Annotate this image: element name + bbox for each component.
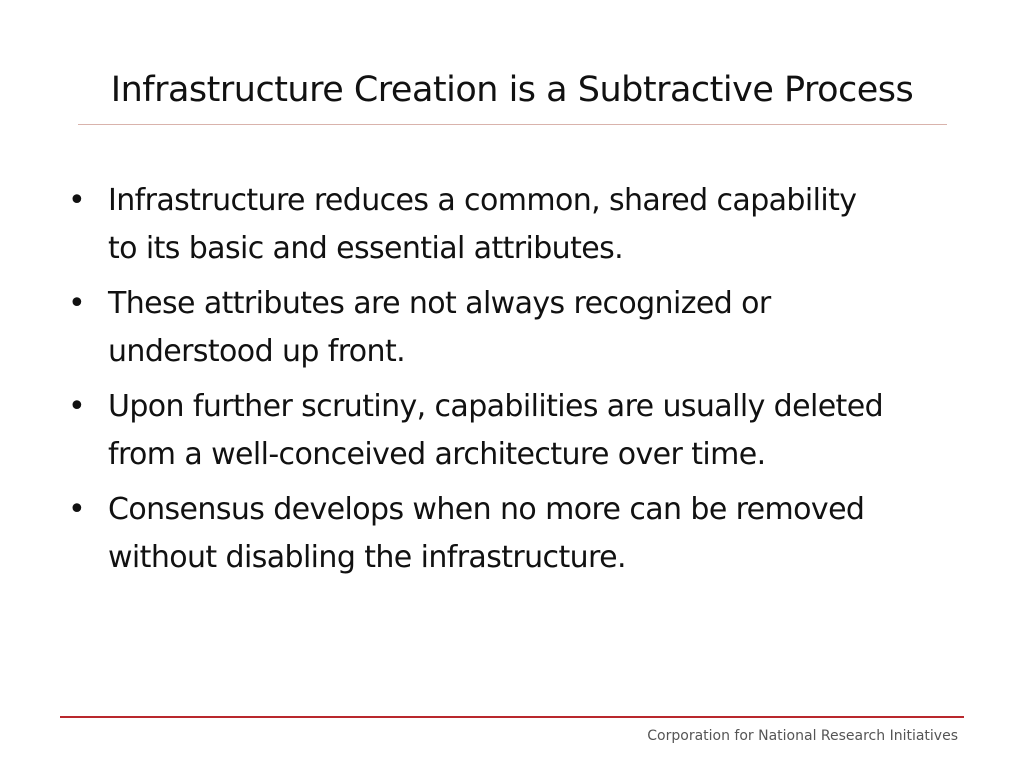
bullet-item [64,383,984,479]
bullet-icon: • [68,183,86,218]
bullet-icon: • [68,286,86,321]
slide-title: Infrastructure Creation is a Subtractive Process [110,70,914,110]
bullet-item [64,177,984,273]
bullet-text-line: without disabling the infrastructure. [108,540,626,575]
footer-divider [60,716,964,718]
bullet-text-line: Upon further scrutiny, capabilities are usually deleted [108,389,884,424]
bullet-list [64,177,984,589]
bullet-text-line: from a well-conceived architecture over time. [108,437,766,472]
bullet-text-line: to its basic and essential attributes. [108,231,624,266]
footer-organization: Corporation for National Research Initiatives [647,728,958,744]
title-divider [78,124,947,125]
bullet-text-line: understood up front. [108,334,406,369]
bullet-icon: • [68,389,86,424]
bullet-item [64,280,984,376]
bullet-text-line: Consensus develops when no more can be removed [108,492,865,527]
bullet-text-line: These attributes are not always recognized or [108,286,771,321]
bullet-item [64,486,984,582]
bullet-text-line: Infrastructure reduces a common, shared capability [108,183,857,218]
bullet-icon: • [68,492,86,527]
